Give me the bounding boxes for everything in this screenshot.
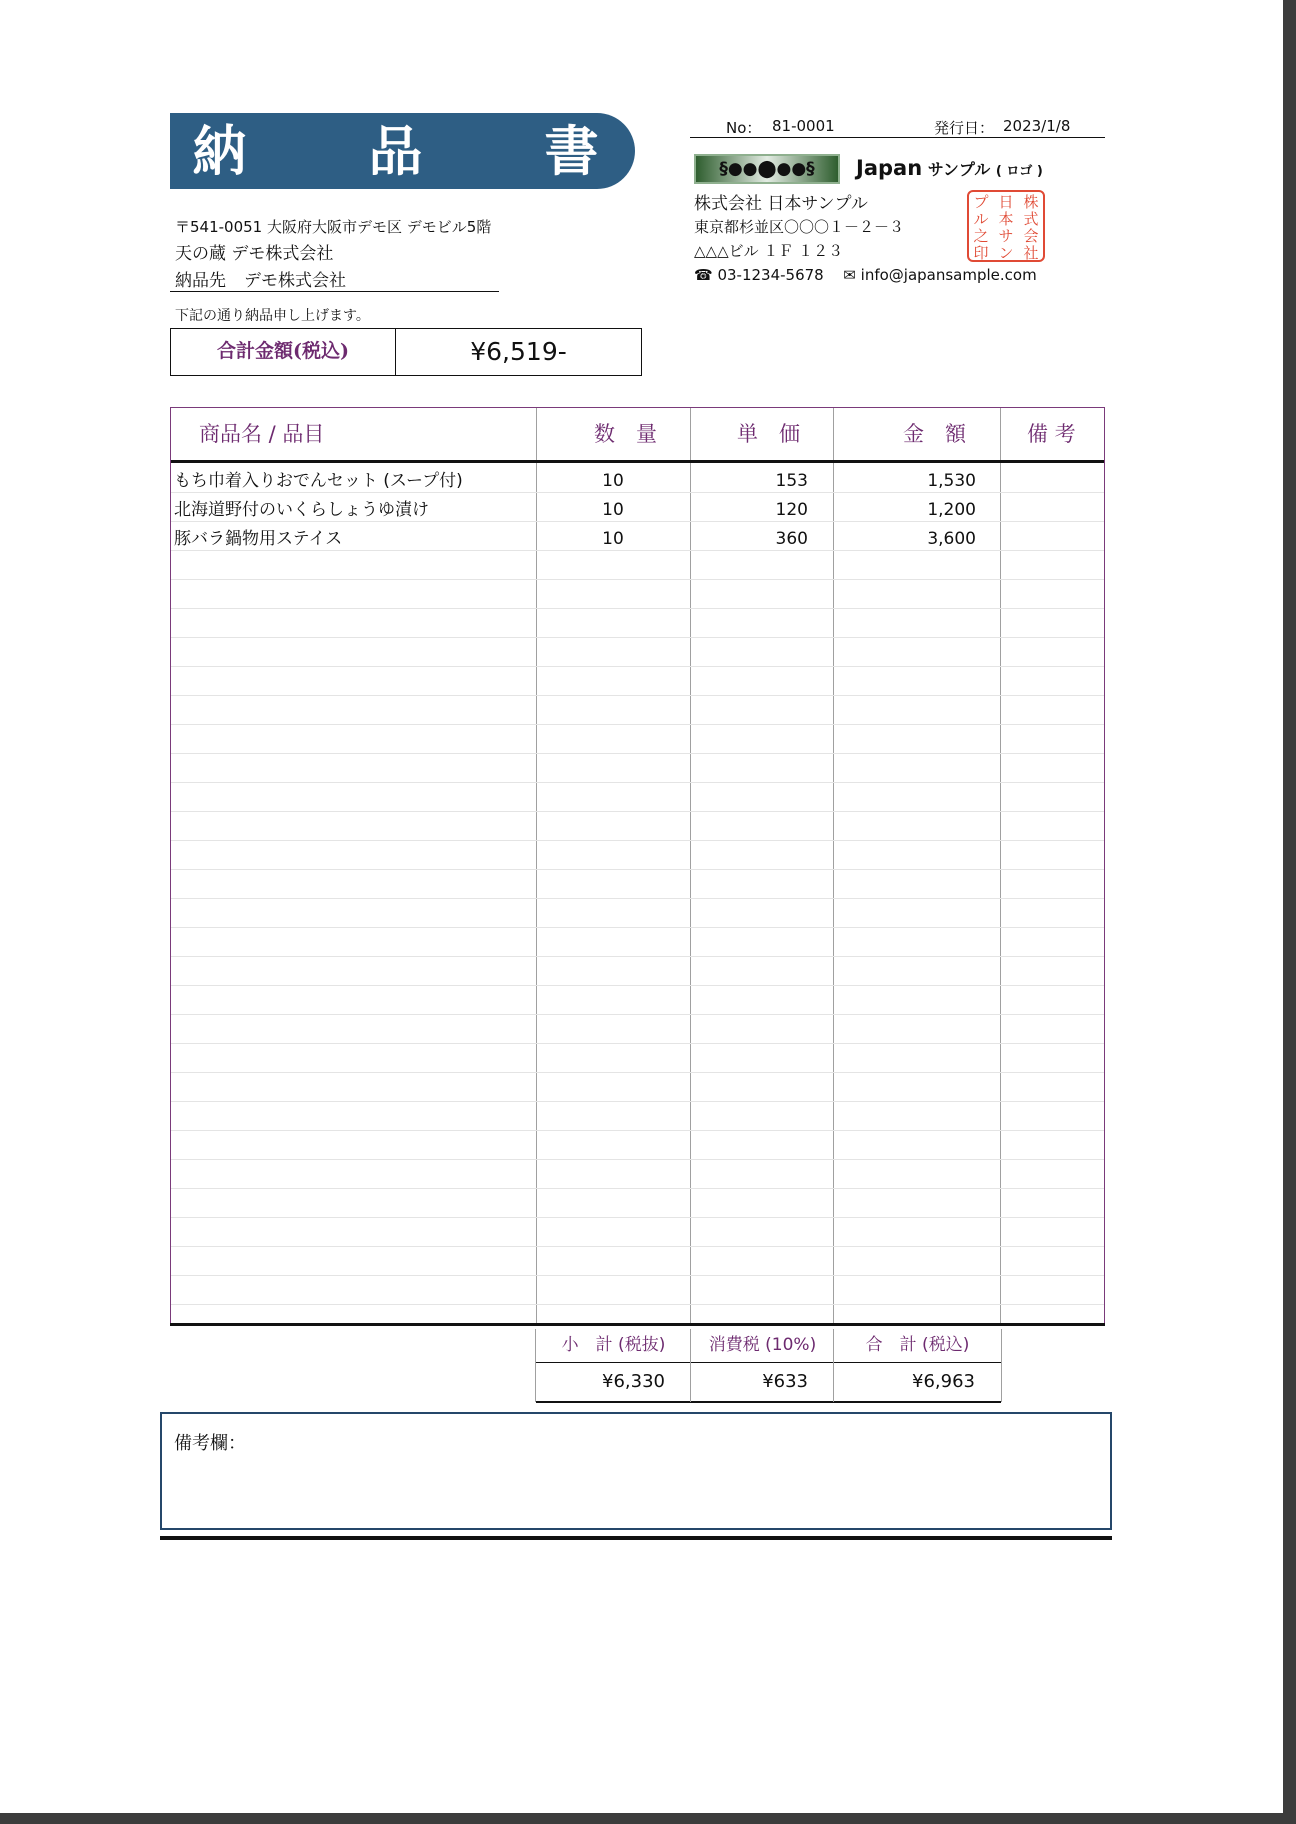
item-name: もち巾着入りおでんセット (スープ付) xyxy=(174,471,463,491)
row-rule xyxy=(171,1101,1104,1102)
intro-text: 下記の通り納品申し上げます。 xyxy=(175,308,370,324)
issuer-address-line2: △△△ビル １Ｆ １２３ xyxy=(694,242,844,260)
header-quantity: 数 量 xyxy=(594,422,657,446)
row-rule xyxy=(171,898,1104,899)
issuer-company: 株式会社 日本サンプル xyxy=(694,194,868,214)
total-label: 合 計 (税込) xyxy=(834,1329,1001,1363)
page-edge-right xyxy=(1283,0,1296,1824)
phone-icon: ☎ xyxy=(694,266,713,284)
tax-column xyxy=(690,1329,834,1402)
table-bottom-rule xyxy=(170,1323,1105,1326)
row-rule xyxy=(171,695,1104,696)
row-rule xyxy=(171,608,1104,609)
subtotal-label: 小 計 (税抜) xyxy=(536,1329,691,1363)
seal-text-2: 会社 xyxy=(1023,227,1039,262)
row-rule xyxy=(171,1246,1104,1247)
row-rule xyxy=(171,637,1104,638)
header-item-name: 商品名 / 品目 xyxy=(199,422,325,446)
notes-bottom-rule xyxy=(160,1536,1112,1540)
column-divider xyxy=(1000,408,1001,1324)
logo-note: ( ロゴ ) xyxy=(995,164,1043,179)
item-unit-price: 120 xyxy=(775,500,808,520)
logo-brand: Japan xyxy=(856,156,923,180)
issuer-email[interactable]: info@japansample.com xyxy=(860,266,1037,284)
row-rule xyxy=(171,782,1104,783)
row-rule xyxy=(171,579,1104,580)
subtotal-column xyxy=(535,1329,691,1402)
issuer-address-line1: 東京都杉並区〇〇〇１－２－３ xyxy=(694,218,905,236)
header-amount: 金 額 xyxy=(903,422,966,446)
item-amount: 1,200 xyxy=(927,500,976,520)
item-unit-price: 153 xyxy=(775,471,808,491)
grand-total-value: ¥6,519- xyxy=(470,337,567,366)
page-edge-bottom xyxy=(0,1813,1296,1824)
total-column xyxy=(833,1329,1002,1402)
delivery-to-row xyxy=(175,266,346,291)
header-separator xyxy=(171,460,1104,463)
logo-name: サンプル xyxy=(927,160,991,179)
header-unit-price: 単 価 xyxy=(737,422,800,446)
seal-text-4: サン xyxy=(998,227,1014,262)
issuer-phone: 03-1234-5678 xyxy=(717,266,824,284)
items-table xyxy=(170,407,1105,1325)
document-title: 納 品 書 xyxy=(192,119,633,183)
row-rule xyxy=(171,840,1104,841)
row-rule xyxy=(171,1014,1104,1015)
number-label: No： xyxy=(726,119,762,137)
row-rule xyxy=(171,811,1104,812)
row-rule xyxy=(171,869,1104,870)
row-rule xyxy=(171,927,1104,928)
tax-label: 消費税 (10%) xyxy=(691,1329,834,1363)
item-name: 豚バラ鍋物用ステイス xyxy=(174,529,343,549)
item-quantity: 10 xyxy=(602,500,624,520)
totals-block xyxy=(535,1329,1000,1402)
row-rule xyxy=(171,753,1104,754)
mail-icon: ✉ xyxy=(843,266,856,284)
item-name: 北海道野付のいくらしょうゆ漬け xyxy=(174,500,429,520)
logo-image: §●●⬤●●§ xyxy=(694,154,840,184)
grand-total-label: 合計金額(税込) xyxy=(171,329,396,375)
row-rule xyxy=(171,1275,1104,1276)
total-value: ¥6,963 xyxy=(834,1363,1001,1403)
row-rule xyxy=(171,666,1104,667)
issuer-contact xyxy=(694,266,1037,284)
subtotal-value: ¥6,330 xyxy=(536,1363,691,1403)
seal-text-3: 日本 xyxy=(998,193,1014,228)
recipient-underline xyxy=(170,291,499,292)
item-amount: 1,530 xyxy=(927,471,976,491)
item-amount: 3,600 xyxy=(927,529,976,549)
row-rule xyxy=(171,1217,1104,1218)
item-quantity: 10 xyxy=(602,471,624,491)
notes-label: 備考欄： xyxy=(174,1433,246,1454)
document-number: 81-0001 xyxy=(772,117,835,135)
document-meta xyxy=(690,117,1105,138)
delivery-to: デモ株式会社 xyxy=(244,271,346,291)
row-rule xyxy=(171,1072,1104,1073)
seal-text-6: 之印 xyxy=(973,227,989,262)
tax-value: ¥633 xyxy=(691,1363,834,1403)
row-rule xyxy=(171,1130,1104,1131)
row-rule xyxy=(171,1304,1104,1305)
logo-caption xyxy=(856,156,1043,180)
header-remarks: 備 考 xyxy=(1027,422,1076,446)
row-rule xyxy=(171,1043,1104,1044)
seal-text-1: 株式 xyxy=(1023,193,1039,228)
row-rule xyxy=(171,1188,1104,1189)
row-rule xyxy=(171,985,1104,986)
notes-box[interactable] xyxy=(160,1412,1112,1530)
row-rule xyxy=(171,1159,1104,1160)
issue-date: 2023/1/8 xyxy=(1003,117,1071,135)
row-rule xyxy=(171,724,1104,725)
item-unit-price: 360 xyxy=(775,529,808,549)
delivery-label: 納品先 xyxy=(175,271,226,291)
company-seal xyxy=(967,190,1045,262)
seal-text-5: プル xyxy=(973,193,989,228)
recipient-address: 〒541-0051 大阪府大阪市デモ区 デモビル5階 xyxy=(175,218,492,236)
grand-total-box xyxy=(170,328,642,376)
issue-date-label: 発行日： xyxy=(934,119,995,137)
item-quantity: 10 xyxy=(602,529,624,549)
title-banner xyxy=(170,113,635,189)
row-rule xyxy=(171,956,1104,957)
recipient-company: 天の蔵 デモ株式会社 xyxy=(175,244,334,264)
